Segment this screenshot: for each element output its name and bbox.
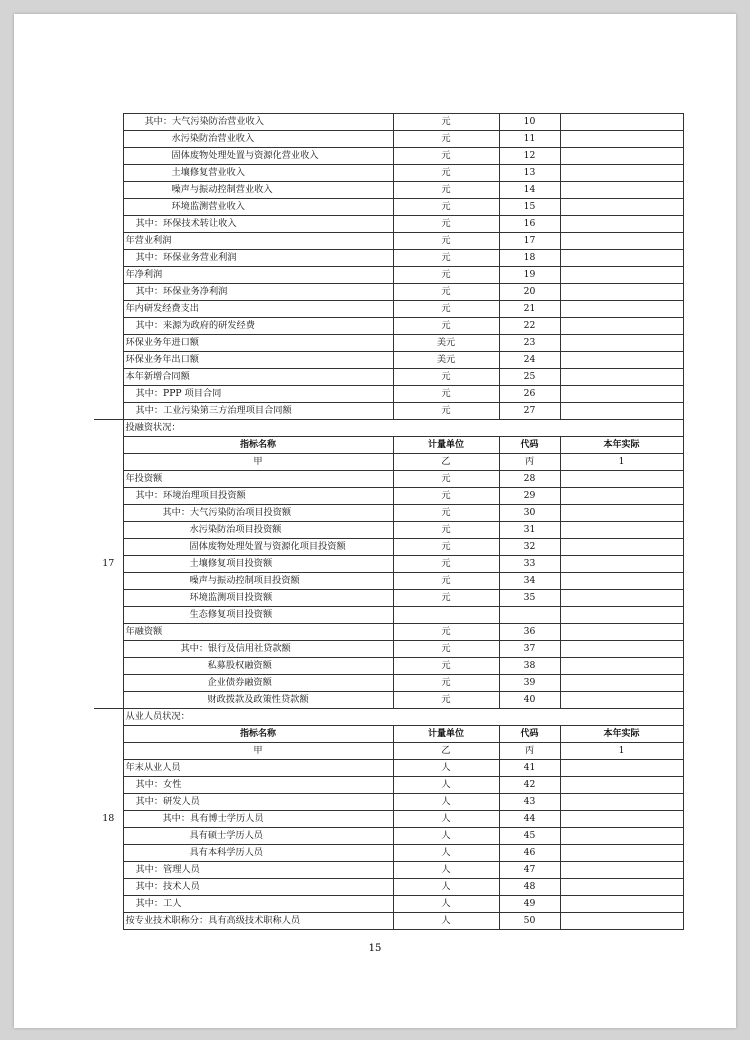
code-cell: 22 [499,318,560,335]
value-cell[interactable] [560,335,683,352]
code-cell: 21 [499,301,560,318]
unit-cell: 元 [393,182,499,199]
table-row [94,913,683,930]
indicator-name: 其中：具有博士学历人员 [123,811,393,828]
value-cell[interactable] [560,573,683,590]
label-value: 1 [560,454,683,471]
table-row [94,556,683,573]
value-cell[interactable] [560,148,683,165]
code-cell: 49 [499,896,560,913]
table-row [94,335,683,352]
unit-cell: 人 [393,777,499,794]
table-row [94,811,683,828]
table-row [94,573,683,590]
unit-cell: 元 [393,539,499,556]
indicator-name: 其中：大气污染防治项目投资额 [123,505,393,522]
code-cell: 13 [499,165,560,182]
code-cell: 17 [499,233,560,250]
unit-cell: 元 [393,386,499,403]
indicator-name: 环境监测营业收入 [123,199,393,216]
indicator-name: 其中：PPP 项目合同 [123,386,393,403]
indicator-name: 具有本科学历人员 [123,845,393,862]
unit-cell: 元 [393,624,499,641]
header-value: 本年实际 [560,726,683,743]
table-row [94,590,683,607]
value-cell[interactable] [560,913,683,930]
code-cell: 18 [499,250,560,267]
table-row [94,624,683,641]
header-name: 指标名称 [123,437,393,454]
unit-cell: 元 [393,284,499,301]
code-cell: 29 [499,488,560,505]
code-cell: 33 [499,556,560,573]
row-seq: 18 [94,709,123,930]
unit-cell: 元 [393,148,499,165]
unit-cell: 人 [393,913,499,930]
code-cell: 10 [499,114,560,131]
label-unit: 乙 [393,454,499,471]
indicator-name: 其中：环境治理项目投资额 [123,488,393,505]
indicator-name: 环境监测项目投资额 [123,590,393,607]
column-label-row [94,743,683,760]
table-row [94,216,683,233]
unit-cell: 元 [393,403,499,420]
unit-cell: 元 [393,233,499,250]
unit-cell: 元 [393,573,499,590]
indicator-name: 其中：技术人员 [123,879,393,896]
value-cell[interactable] [560,386,683,403]
indicator-name: 固体废物处理处置与资源化项目投资额 [123,539,393,556]
value-cell[interactable] [560,879,683,896]
indicator-name: 财政拨款及政策性贷款额 [123,692,393,709]
row-seq: 17 [94,420,123,709]
unit-cell: 元 [393,522,499,539]
indicator-name: 按专业技术职称分：具有高级技术职称人员 [123,913,393,930]
header-code: 代码 [499,437,560,454]
unit-cell: 元 [393,199,499,216]
value-cell[interactable] [560,658,683,675]
table-row [94,522,683,539]
table-row [94,131,683,148]
value-cell[interactable] [560,607,683,624]
value-cell[interactable] [560,216,683,233]
indicator-name: 其中：管理人员 [123,862,393,879]
code-cell: 12 [499,148,560,165]
code-cell: 50 [499,913,560,930]
unit-cell: 人 [393,794,499,811]
indicator-name: 年末从业人员 [123,760,393,777]
section-title-row [94,420,683,437]
header-row [94,437,683,454]
indicator-name: 固体废物处理处置与资源化营业收入 [123,148,393,165]
table-row [94,896,683,913]
unit-cell: 元 [393,250,499,267]
table-row [94,369,683,386]
unit-cell: 元 [393,471,499,488]
table-row [94,658,683,675]
code-cell: 20 [499,284,560,301]
section-title: 从业人员状况： [123,709,683,726]
table-row [94,386,683,403]
indicator-name: 年净利润 [123,267,393,284]
indicator-name: 土壤修复项目投资额 [123,556,393,573]
table-row [94,488,683,505]
table-row [94,505,683,522]
unit-cell: 人 [393,879,499,896]
indicator-name: 其中：银行及信用社贷款额 [123,641,393,658]
code-cell: 24 [499,352,560,369]
table-row [94,675,683,692]
code-cell: 34 [499,573,560,590]
code-cell: 46 [499,845,560,862]
table-row [94,267,683,284]
unit-cell: 美元 [393,335,499,352]
unit-cell: 元 [393,267,499,284]
value-cell[interactable] [560,624,683,641]
code-cell: 47 [499,862,560,879]
unit-cell: 人 [393,760,499,777]
value-cell[interactable] [560,539,683,556]
value-cell[interactable] [560,471,683,488]
unit-cell: 元 [393,505,499,522]
indicator-name: 私募股权融资额 [123,658,393,675]
unit-cell: 人 [393,896,499,913]
indicator-name: 具有硕士学历人员 [123,828,393,845]
code-cell: 14 [499,182,560,199]
value-cell[interactable] [560,250,683,267]
indicator-name: 年投资额 [123,471,393,488]
code-cell: 35 [499,590,560,607]
unit-cell: 元 [393,488,499,505]
label-code: 丙 [499,454,560,471]
page-number: 15 [368,943,382,954]
value-cell[interactable] [560,641,683,658]
unit-cell: 元 [393,216,499,233]
indicator-name: 其中：研发人员 [123,794,393,811]
code-cell: 28 [499,471,560,488]
unit-cell: 元 [393,114,499,131]
code-cell: 43 [499,794,560,811]
code-cell: 42 [499,777,560,794]
value-cell[interactable] [560,114,683,131]
value-cell[interactable] [560,777,683,794]
unit-cell: 人 [393,862,499,879]
code-cell: 26 [499,386,560,403]
code-cell [499,607,560,624]
table-row [94,403,683,420]
section-title-row [94,709,683,726]
unit-cell: 元 [393,131,499,148]
indicator-name: 年融资额 [123,624,393,641]
table-row [94,828,683,845]
table-row [94,760,683,777]
table-row [94,641,683,658]
indicator-name: 其中：来源为政府的研发经费 [123,318,393,335]
code-cell: 19 [499,267,560,284]
indicator-name: 本年新增合同额 [123,369,393,386]
code-cell: 25 [499,369,560,386]
indicator-name: 其中：大气污染防治营业收入 [123,114,393,131]
unit-cell: 元 [393,165,499,182]
value-cell[interactable] [560,760,683,777]
value-cell[interactable] [560,131,683,148]
header-code: 代码 [499,726,560,743]
code-cell: 30 [499,505,560,522]
code-cell: 44 [499,811,560,828]
header-unit: 计量单位 [393,437,499,454]
indicator-name: 水污染防治营业收入 [123,131,393,148]
indicator-name: 环保业务年出口额 [123,352,393,369]
statistics-table [94,113,684,930]
value-cell[interactable] [560,862,683,879]
code-cell: 15 [499,199,560,216]
unit-cell: 元 [393,590,499,607]
header-value: 本年实际 [560,437,683,454]
code-cell: 41 [499,760,560,777]
indicator-name: 噪声与振动控制营业收入 [123,182,393,199]
value-cell[interactable] [560,811,683,828]
indicator-name: 水污染防治项目投资额 [123,522,393,539]
value-cell[interactable] [560,692,683,709]
value-cell[interactable] [560,182,683,199]
label-unit: 乙 [393,743,499,760]
code-cell: 48 [499,879,560,896]
table-row [94,182,683,199]
unit-cell: 元 [393,692,499,709]
code-cell: 16 [499,216,560,233]
code-cell: 36 [499,624,560,641]
code-cell: 31 [499,522,560,539]
table-row [94,318,683,335]
header-row [94,726,683,743]
document-page [14,14,736,1028]
label-code: 丙 [499,743,560,760]
value-cell[interactable] [560,556,683,573]
unit-cell: 元 [393,658,499,675]
code-cell: 37 [499,641,560,658]
value-cell[interactable] [560,284,683,301]
indicator-name: 企业债券融资额 [123,675,393,692]
table-row [94,233,683,250]
value-cell[interactable] [560,233,683,250]
indicator-name: 土壤修复营业收入 [123,165,393,182]
code-cell: 38 [499,658,560,675]
unit-cell: 人 [393,845,499,862]
table-row [94,250,683,267]
label-name: 甲 [123,743,393,760]
code-cell: 45 [499,828,560,845]
value-cell[interactable] [560,845,683,862]
table-row [94,199,683,216]
code-cell: 23 [499,335,560,352]
unit-cell: 元 [393,301,499,318]
indicator-name: 其中：工人 [123,896,393,913]
value-cell[interactable] [560,369,683,386]
table-row [94,539,683,556]
indicator-name: 其中：环保业务营业利润 [123,250,393,267]
value-cell[interactable] [560,403,683,420]
code-cell: 11 [499,131,560,148]
table-row [94,777,683,794]
unit-cell: 元 [393,556,499,573]
table-row [94,148,683,165]
value-cell[interactable] [560,165,683,182]
indicator-name: 其中：女性 [123,777,393,794]
unit-cell: 美元 [393,352,499,369]
code-cell: 39 [499,675,560,692]
table-row [94,114,683,131]
row-seq [94,114,123,420]
value-cell[interactable] [560,318,683,335]
table-row [94,352,683,369]
value-cell[interactable] [560,675,683,692]
table-row [94,862,683,879]
value-cell[interactable] [560,828,683,845]
code-cell: 27 [499,403,560,420]
value-cell[interactable] [560,352,683,369]
column-label-row [94,454,683,471]
value-cell[interactable] [560,896,683,913]
table-row [94,845,683,862]
header-name: 指标名称 [123,726,393,743]
table-row [94,165,683,182]
table-row [94,879,683,896]
header-unit: 计量单位 [393,726,499,743]
label-value: 1 [560,743,683,760]
unit-cell: 元 [393,369,499,386]
table-row [94,301,683,318]
indicator-name: 噪声与振动控制项目投资额 [123,573,393,590]
table-row [94,471,683,488]
value-cell[interactable] [560,590,683,607]
indicator-name: 环保业务年进口额 [123,335,393,352]
value-cell[interactable] [560,301,683,318]
value-cell[interactable] [560,522,683,539]
indicator-name: 其中：环保业务净利润 [123,284,393,301]
unit-cell [393,607,499,624]
table-row [94,607,683,624]
code-cell: 40 [499,692,560,709]
indicator-name: 生态修复项目投资额 [123,607,393,624]
code-cell: 32 [499,539,560,556]
value-cell[interactable] [560,505,683,522]
unit-cell: 人 [393,811,499,828]
unit-cell: 元 [393,318,499,335]
indicator-name: 其中：工业污染第三方治理项目合同额 [123,403,393,420]
unit-cell: 人 [393,828,499,845]
table-row [94,284,683,301]
label-name: 甲 [123,454,393,471]
value-cell[interactable] [560,199,683,216]
table-row [94,692,683,709]
unit-cell: 元 [393,675,499,692]
section-title: 投融资状况： [123,420,683,437]
value-cell[interactable] [560,488,683,505]
unit-cell: 元 [393,641,499,658]
indicator-name: 年营业利润 [123,233,393,250]
table-row [94,794,683,811]
indicator-name: 其中：环保技术转让收入 [123,216,393,233]
value-cell[interactable] [560,267,683,284]
value-cell[interactable] [560,794,683,811]
indicator-name: 年内研发经费支出 [123,301,393,318]
